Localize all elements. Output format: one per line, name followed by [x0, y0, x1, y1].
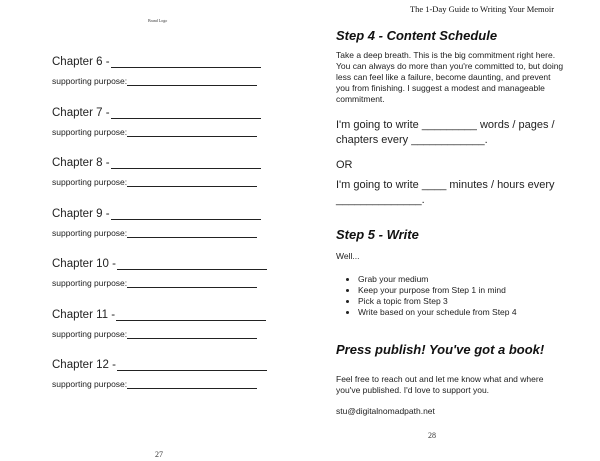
list-item: • Grab your medium — [358, 274, 566, 285]
step4-intro: Take a deep breath. This is the big commitment right here. You can always do more than you're committed to, but doing less can feel like a failure, become daunting, and prevent you from finishing. I suggest a modest and manageable commitment. — [336, 50, 564, 104]
chapter-entry — [52, 204, 282, 238]
supporting-purpose-label: supporting purpose: — [52, 177, 128, 187]
supporting-purpose-label: supporting purpose: — [52, 227, 128, 238]
chapter-title-blank — [117, 258, 267, 270]
supporting-purpose-blank — [127, 177, 257, 187]
chapter-title-line — [52, 254, 282, 270]
contact-email: stu@digitalnomadpath.net — [336, 406, 435, 416]
running-head-right: The 1-Day Guide to Writing Your Memoir — [409, 4, 555, 14]
chapter-label: Chapter 7 - — [52, 106, 110, 119]
chapter-title-blank — [111, 107, 261, 119]
step4-heading: Step 4 - Content Schedule — [336, 28, 498, 43]
list-item: • Write based on your schedule from Step 4 — [358, 307, 566, 318]
chapter-label: Chapter 12 - — [52, 359, 116, 371]
chapter-entry — [52, 254, 282, 288]
publish-heading: Press publish! You've got a book! — [336, 342, 545, 357]
chapter-title-line — [52, 103, 282, 119]
step4-option2: I'm going to write ____ minutes / hours every ______________. — [336, 179, 555, 206]
chapter-label: Chapter 9 - — [52, 207, 110, 220]
page-number-left: 27 — [155, 450, 163, 459]
chapter-label: Chapter 8 - — [52, 157, 110, 169]
supporting-purpose-label: supporting purpose: — [52, 76, 128, 86]
chapter-entry — [52, 153, 282, 187]
step4-option1: I'm going to write _________ words / pages / chapters every ____________. — [336, 119, 555, 146]
chapter-title-blank — [116, 309, 266, 321]
supporting-purpose-line — [52, 327, 282, 339]
supporting-purpose-line — [52, 377, 282, 389]
supporting-purpose-label: supporting purpose: — [52, 126, 128, 137]
running-head-left: Brand Logo — [148, 18, 168, 23]
step5-section — [336, 228, 566, 318]
chapter-label: Chapter 11 - — [52, 308, 116, 321]
chapter-entry — [52, 355, 282, 389]
publish-section — [336, 342, 566, 417]
supporting-purpose-label: supporting purpose: — [52, 328, 128, 339]
chapter-title-line — [52, 204, 282, 220]
chapter-title-line — [52, 153, 282, 169]
list-item: • Keep your purpose from Step 1 in mind — [358, 285, 566, 296]
right-page — [300, 0, 600, 461]
supporting-purpose-line — [52, 175, 282, 187]
chapter-label: Chapter 10 - — [52, 258, 116, 270]
page-number-right: 28 — [428, 431, 436, 440]
chapter-label: Chapter 6 - — [52, 56, 110, 68]
chapter-title-line — [52, 305, 282, 321]
step4-or: OR — [336, 159, 353, 171]
supporting-purpose-line — [52, 125, 282, 137]
supporting-purpose-blank — [127, 329, 257, 339]
chapter-title-blank — [111, 157, 261, 169]
step5-bullet-list — [336, 274, 566, 318]
chapter-entry — [52, 103, 282, 137]
publish-text: Feel free to reach out and let me know what and where you've published. I'd love to support you. — [336, 374, 544, 395]
chapter-title-line — [52, 355, 282, 371]
list-item: • Pick a topic from Step 3 — [358, 296, 566, 307]
supporting-purpose-line — [52, 74, 282, 86]
chapter-title-blank — [111, 56, 261, 68]
step5-heading: Step 5 - Write — [336, 227, 419, 242]
supporting-purpose-blank — [127, 379, 257, 389]
step4-section — [336, 29, 566, 208]
chapter-entry — [52, 305, 282, 339]
chapter-title-line — [52, 52, 282, 68]
supporting-purpose-blank — [127, 228, 257, 238]
supporting-purpose-blank — [127, 76, 257, 86]
supporting-purpose-line — [52, 226, 282, 238]
supporting-purpose-line — [52, 276, 282, 288]
supporting-purpose-blank — [127, 127, 257, 137]
step5-intro: Well... — [336, 251, 360, 261]
supporting-purpose-blank — [127, 278, 257, 288]
chapter-title-blank — [111, 208, 261, 220]
chapter-title-blank — [117, 359, 267, 371]
supporting-purpose-label: supporting purpose: — [52, 278, 128, 288]
supporting-purpose-label: supporting purpose: — [52, 379, 128, 389]
chapter-entry — [52, 52, 282, 86]
